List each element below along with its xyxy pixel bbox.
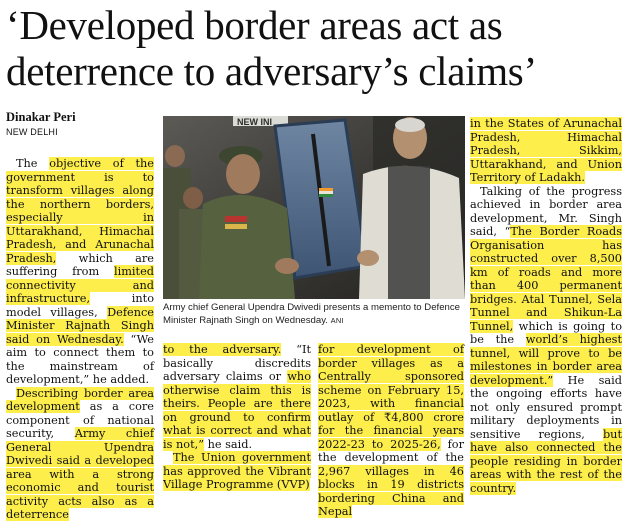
highlighted-text: Describing border area development: [6, 386, 154, 413]
paragraph: [6, 387, 154, 522]
article-column-2: [163, 343, 311, 492]
highlighted-text: world’s highest tunnel, will prove to be milestones in border area development.”: [470, 333, 622, 387]
highlighted-text: for development of border villages as a Centrally sponsored scheme on February 15, 2023, with financial outlay of ₹4,800 crore for the financial years 2022-23 to 2025-26,: [318, 343, 464, 451]
paragraph: [318, 343, 464, 519]
article-column-1: [6, 157, 154, 522]
body-text: as a core component of national security,: [6, 400, 154, 440]
body-text: The: [16, 157, 50, 170]
body-text: “It basically discredits adversary claims or: [163, 343, 311, 383]
paragraph: [470, 185, 622, 496]
highlighted-text: limited connectivity and infrastructure,: [6, 265, 154, 305]
body-text: for the development of the: [318, 437, 464, 464]
news-photo: [163, 116, 465, 299]
body-text: “We aim to connect them to the mainstream of development,” he added.: [6, 332, 154, 386]
photo-caption: [163, 301, 463, 327]
paragraph: [6, 157, 154, 387]
news-photo-illustration: [163, 116, 465, 299]
highlighted-text: Defence Minister Rajnath Singh said on Wednesday.: [6, 305, 154, 346]
article-column-4: [470, 117, 622, 495]
dateline: NEW DELHI: [6, 127, 58, 137]
highlighted-text: The Border Roads Organisation has constructed over 8,500 km of roads and more than 400 permanent bridges. Atal Tunnel, Sela Tunnel and Shikun-La Tunnel,: [470, 225, 622, 333]
caption-text: Army chief General Upendra Dwivedi presents a memento to Defence Minister Rajnath Singh on Wednesday.: [163, 302, 461, 326]
highlighted-text: Army chief General Upendra Dwivedi said a developed area with a strong economic and tourist activity acts also as a deterrence: [6, 427, 154, 521]
highlighted-text: 2,967 villages in 46 blocks in 19 districts bordering China and Nepal: [318, 464, 464, 518]
body-text: He said the ongoing efforts have not only ensured prompt military deployments in sensitive regions,: [470, 373, 622, 441]
paragraph: [470, 117, 622, 185]
highlighted-text: but have also connected the people residing in border areas with the rest of the country.: [470, 427, 622, 495]
body-text: into model villages,: [6, 292, 154, 319]
highlighted-text: to the adversary.: [163, 343, 282, 356]
body-text: Talking of the progress achieved in border area development, Mr. Singh said, “: [470, 184, 622, 238]
photo-credit: ANI: [330, 316, 344, 325]
highlighted-text: The Union government has approved the Vibrant Village Programme (VVP): [163, 451, 311, 491]
backdrop-text: NEW INI: [237, 117, 272, 127]
body-text: which are suffering from: [6, 251, 154, 278]
author-name: Dinakar Peri: [6, 110, 76, 124]
body-text: he said.: [203, 437, 253, 451]
byline-block: [6, 110, 156, 138]
article-headline: ‘Developed border areas act as deterrence to adversary’s claims’: [6, 2, 537, 94]
highlighted-text: objective of the government is to transform villages along the northern borders, especially in Uttarakhand, Himachal Pradesh, and Arunachal Pradesh,: [6, 157, 154, 265]
highlighted-text: in the States of Arunachal Pradesh, Himachal Pradesh, Sikkim, Uttarakhand, and Union Territory of Ladakh.: [470, 117, 622, 184]
body-text: which is going to be the: [470, 319, 622, 346]
highlighted-text: who otherwise claim this is theirs. People are there on ground to confirm what is correct and what is not,”: [163, 370, 311, 451]
paragraph: [163, 343, 311, 451]
article-column-3: [318, 343, 464, 519]
paragraph: [163, 451, 311, 492]
